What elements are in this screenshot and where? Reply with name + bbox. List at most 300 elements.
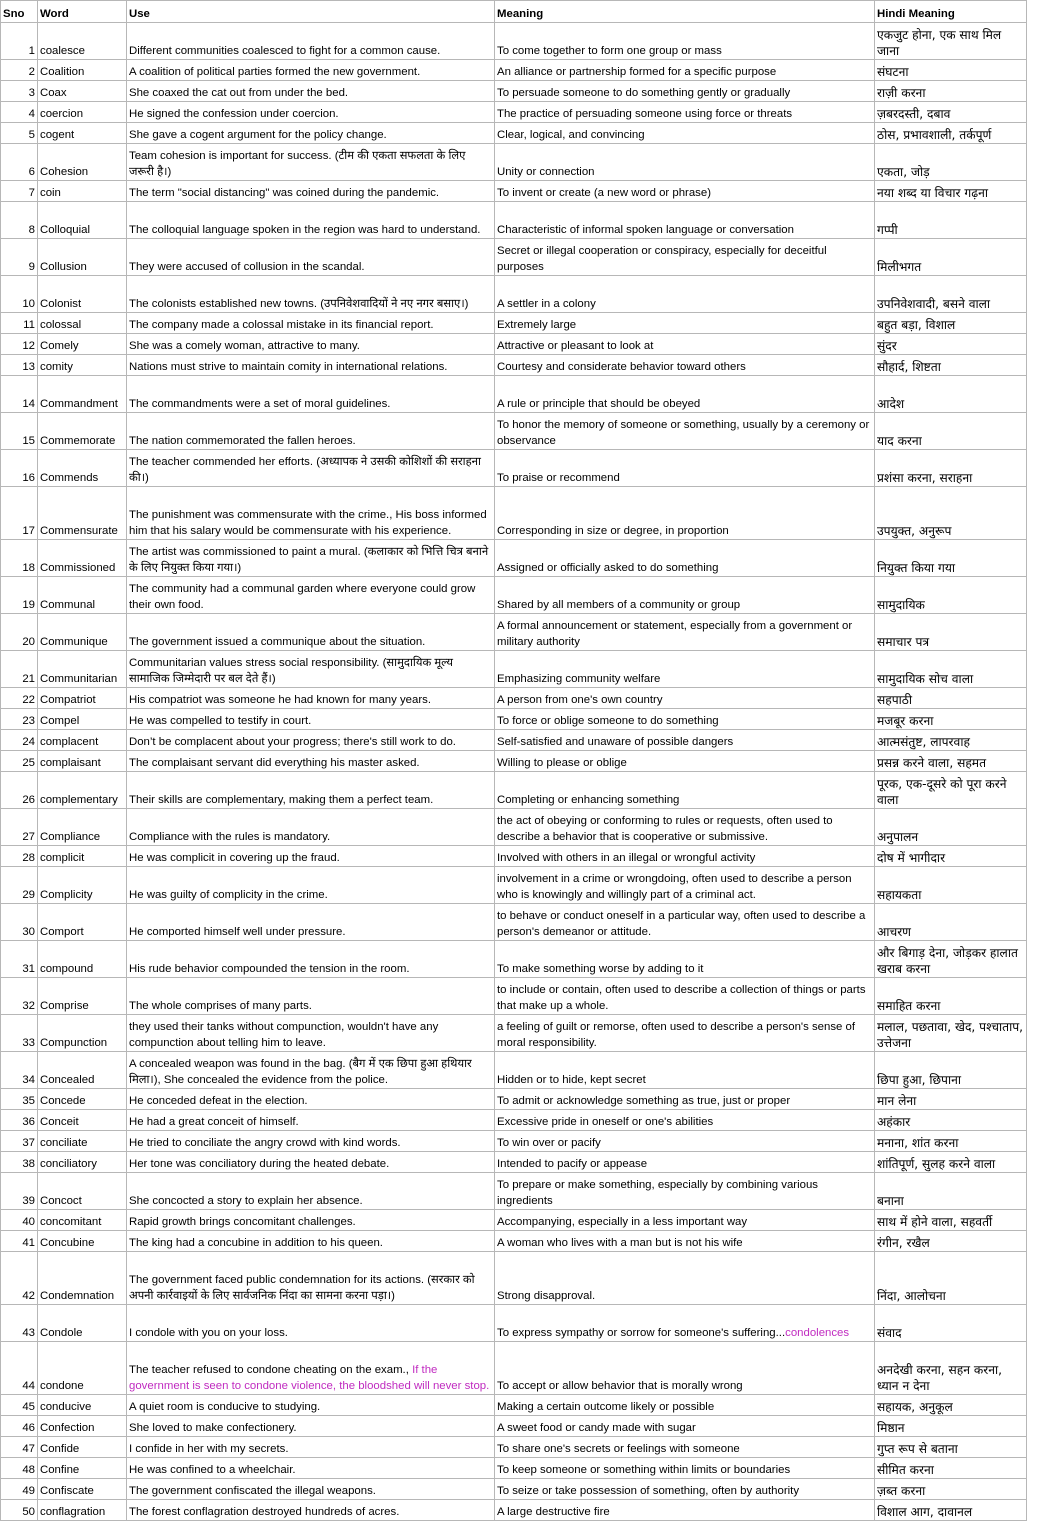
cell-meaning bbox=[495, 60, 875, 81]
cell-meaning bbox=[495, 1458, 875, 1479]
cell-meaning bbox=[495, 102, 875, 123]
cell-meaning-text: To express sympathy or sorrow for someone's suffering... bbox=[497, 1327, 786, 1339]
cell-hindi bbox=[875, 1052, 1027, 1089]
cell-use bbox=[127, 1500, 495, 1521]
cell-meaning-text: Courtesy and considerate behavior toward others bbox=[497, 361, 746, 373]
cell-hindi-text: सामुदायिक सोच वाला bbox=[877, 672, 974, 686]
cell-word-text: Colonist bbox=[40, 298, 82, 310]
cell-sno bbox=[1, 123, 38, 144]
cell-use bbox=[127, 1015, 495, 1052]
cell-meaning-text: Making a certain outcome likely or possible bbox=[497, 1401, 715, 1413]
cell-word-text: complaisant bbox=[40, 757, 101, 769]
table-row bbox=[1, 276, 1027, 313]
table-row bbox=[1, 239, 1027, 276]
cell-word bbox=[38, 60, 127, 81]
cell-word bbox=[38, 376, 127, 413]
cell-sno bbox=[1, 81, 38, 102]
cell-hindi-text: आचरण bbox=[877, 925, 911, 939]
cell-meaning bbox=[495, 1110, 875, 1131]
table-row bbox=[1, 1395, 1027, 1416]
cell-meaning-text: the act of obeying or conforming to rules or requests, often used to describe a behavior that is cooperative or submissive. bbox=[497, 815, 833, 843]
cell-hindi-text: मलाल, पछतावा, खेद, पश्चाताप, उत्तेजना bbox=[877, 1020, 1024, 1050]
cell-word-text: Concoct bbox=[40, 1195, 82, 1207]
table-row bbox=[1, 1458, 1027, 1479]
cell-hindi bbox=[875, 1131, 1027, 1152]
cell-hindi-text: याद करना bbox=[877, 434, 922, 448]
cell-word bbox=[38, 1089, 127, 1110]
cell-meaning bbox=[495, 1395, 875, 1416]
cell-sno-text: 40 bbox=[22, 1216, 35, 1228]
cell-use bbox=[127, 1305, 495, 1342]
cell-hindi-text: अनदेखी करना, सहन करना, ध्यान न देना bbox=[877, 1363, 1003, 1393]
table-row bbox=[1, 1131, 1027, 1152]
header-sno: Sno bbox=[1, 1, 38, 23]
cell-word bbox=[38, 1152, 127, 1173]
cell-meaning-text: A large destructive fire bbox=[497, 1506, 610, 1518]
cell-use bbox=[127, 1395, 495, 1416]
cell-hindi bbox=[875, 487, 1027, 540]
cell-use-text: The king had a concubine in addition to his queen. bbox=[129, 1237, 383, 1249]
cell-sno bbox=[1, 651, 38, 688]
cell-meaning-text: To come together to form one group or mass bbox=[497, 45, 722, 57]
cell-sno-text: 21 bbox=[22, 673, 35, 685]
cell-meaning bbox=[495, 81, 875, 102]
cell-hindi-text: उपनिवेशवादी, बसने वाला bbox=[877, 297, 991, 311]
cell-use bbox=[127, 23, 495, 60]
cell-meaning bbox=[495, 772, 875, 809]
cell-sno-text: 10 bbox=[22, 298, 35, 310]
cell-sno bbox=[1, 239, 38, 276]
cell-use-text: He was guilty of complicity in the crime. bbox=[129, 889, 328, 901]
table-row bbox=[1, 144, 1027, 181]
cell-word bbox=[38, 1458, 127, 1479]
cell-meaning-text: A sweet food or candy made with sugar bbox=[497, 1422, 696, 1434]
cell-meaning bbox=[495, 1437, 875, 1458]
cell-use-text: Team cohesion is important for success. (टीम की एकता सफलता के लिए जरूरी है।) bbox=[129, 150, 466, 178]
cell-hindi-text: संवाद bbox=[877, 1326, 902, 1340]
cell-word-text: Communal bbox=[40, 599, 96, 611]
cell-meaning-text: To admit or acknowledge something as true, just or proper bbox=[497, 1095, 791, 1107]
cell-meaning-text: To seize or take possession of something, often by authority bbox=[497, 1485, 800, 1497]
cell-hindi-text: निंदा, आलोचना bbox=[877, 1289, 946, 1303]
cell-use-text: He comported himself well under pressure. bbox=[129, 926, 346, 938]
cell-hindi-text: बनाना bbox=[877, 1194, 904, 1208]
table-row bbox=[1, 1173, 1027, 1210]
cell-word bbox=[38, 1305, 127, 1342]
cell-sno bbox=[1, 202, 38, 239]
cell-use-text: Communitarian values stress social responsibility. (सामुदायिक मूल्य सामाजिक जिम्मेदारी पर बल देते हैं।) bbox=[129, 657, 453, 685]
cell-sno-text: 27 bbox=[22, 831, 35, 843]
cell-meaning bbox=[495, 1252, 875, 1305]
cell-word-text: complicit bbox=[40, 852, 85, 864]
cell-hindi bbox=[875, 450, 1027, 487]
cell-hindi bbox=[875, 577, 1027, 614]
table-row bbox=[1, 181, 1027, 202]
cell-hindi bbox=[875, 941, 1027, 978]
cell-sno-text: 9 bbox=[28, 261, 35, 273]
cell-word-text: Coax bbox=[40, 87, 67, 99]
cell-meaning bbox=[495, 904, 875, 941]
cell-word bbox=[38, 144, 127, 181]
cell-sno-text: 34 bbox=[22, 1074, 35, 1086]
cell-use-text: The nation commemorated the fallen heroes. bbox=[129, 435, 356, 447]
cell-meaning-text: Clear, logical, and convincing bbox=[497, 129, 645, 141]
cell-word-text: Confide bbox=[40, 1443, 80, 1455]
cell-hindi-text: सहपाठी bbox=[877, 693, 913, 707]
cell-word-text: Commensurate bbox=[40, 525, 118, 537]
cell-sno-text: 32 bbox=[22, 1000, 35, 1012]
cell-hindi bbox=[875, 202, 1027, 239]
table-row bbox=[1, 487, 1027, 540]
cell-meaning bbox=[495, 978, 875, 1015]
cell-use-text: The artist was commissioned to paint a mural. (कलाकार को भित्ति चित्र बनाने के लिए नियुक्त किया गया।) bbox=[129, 546, 489, 574]
cell-sno bbox=[1, 1416, 38, 1437]
cell-sno-text: 17 bbox=[22, 525, 35, 537]
cell-sno bbox=[1, 941, 38, 978]
cell-use bbox=[127, 904, 495, 941]
cell-word bbox=[38, 809, 127, 846]
table-row bbox=[1, 809, 1027, 846]
cell-sno bbox=[1, 1252, 38, 1305]
cell-hindi bbox=[875, 1395, 1027, 1416]
cell-use-text: The colloquial language spoken in the region was hard to understand. bbox=[129, 224, 481, 236]
cell-meaning bbox=[495, 276, 875, 313]
cell-hindi bbox=[875, 123, 1027, 144]
cell-hindi-text: सहायक, अनुकूल bbox=[877, 1400, 953, 1414]
cell-use-text: A quiet room is conducive to studying. bbox=[129, 1401, 321, 1413]
cell-use-text: A coalition of political parties formed the new government. bbox=[129, 66, 421, 78]
header-row bbox=[1, 1, 1027, 23]
table-row bbox=[1, 1342, 1027, 1395]
cell-sno-text: 47 bbox=[22, 1443, 35, 1455]
cell-meaning-text: to behave or conduct oneself in a particular way, often used to describe a person's demeanor or attitude. bbox=[497, 910, 866, 938]
cell-sno bbox=[1, 846, 38, 867]
cell-use bbox=[127, 809, 495, 846]
cell-sno bbox=[1, 60, 38, 81]
table-row bbox=[1, 751, 1027, 772]
cell-word-text: Compliance bbox=[40, 831, 101, 843]
table-row bbox=[1, 709, 1027, 730]
cell-use bbox=[127, 1458, 495, 1479]
cell-sno bbox=[1, 1479, 38, 1500]
cell-word bbox=[38, 651, 127, 688]
cell-word-text: Compel bbox=[40, 715, 80, 727]
cell-meaning bbox=[495, 1210, 875, 1231]
cell-hindi-text: एकजुट होना, एक साथ मिल जाना bbox=[877, 28, 1002, 58]
cell-word-text: Confiscate bbox=[40, 1485, 94, 1497]
cell-meaning-text: Unity or connection bbox=[497, 166, 595, 178]
cell-use-text: The teacher refused to condone cheating on the exam., bbox=[129, 1364, 413, 1376]
cell-use-text: She concocted a story to explain her absence. bbox=[129, 1195, 363, 1207]
cell-sno-text: 49 bbox=[22, 1485, 35, 1497]
cell-sno bbox=[1, 709, 38, 730]
cell-sno-text: 41 bbox=[22, 1237, 35, 1249]
cell-meaning-text: Excessive pride in oneself or one's abilities bbox=[497, 1116, 714, 1128]
cell-hindi-text: राज़ी करना bbox=[877, 86, 926, 100]
cell-word bbox=[38, 709, 127, 730]
cell-hindi bbox=[875, 355, 1027, 376]
cell-meaning-text: A person from one's own country bbox=[497, 694, 663, 706]
cell-meaning bbox=[495, 846, 875, 867]
table-row bbox=[1, 413, 1027, 450]
cell-sno bbox=[1, 1173, 38, 1210]
cell-word bbox=[38, 123, 127, 144]
cell-use bbox=[127, 651, 495, 688]
cell-use bbox=[127, 487, 495, 540]
cell-word-text: complementary bbox=[40, 794, 118, 806]
cell-use bbox=[127, 1173, 495, 1210]
table-row bbox=[1, 904, 1027, 941]
cell-meaning-text: To make something worse by adding to it bbox=[497, 963, 704, 975]
table-row bbox=[1, 1479, 1027, 1500]
cell-use bbox=[127, 376, 495, 413]
cell-sno bbox=[1, 1015, 38, 1052]
cell-hindi-text: अहंकार bbox=[877, 1115, 911, 1129]
cell-use-text: Her tone was conciliatory during the heated debate. bbox=[129, 1158, 390, 1170]
table-row bbox=[1, 1416, 1027, 1437]
cell-use bbox=[127, 1152, 495, 1173]
cell-word bbox=[38, 450, 127, 487]
table-row bbox=[1, 60, 1027, 81]
cell-hindi-text: छिपा हुआ, छिपाना bbox=[877, 1073, 962, 1087]
cell-sno bbox=[1, 867, 38, 904]
cell-sno bbox=[1, 1500, 38, 1521]
cell-use-text: He was confined to a wheelchair. bbox=[129, 1464, 296, 1476]
cell-use bbox=[127, 202, 495, 239]
cell-meaning bbox=[495, 413, 875, 450]
cell-hindi-text: प्रशंसा करना, सराहना bbox=[877, 471, 973, 485]
cell-meaning bbox=[495, 1052, 875, 1089]
cell-hindi bbox=[875, 772, 1027, 809]
cell-use bbox=[127, 181, 495, 202]
cell-hindi bbox=[875, 809, 1027, 846]
cell-meaning-text: Strong disapproval. bbox=[497, 1290, 596, 1302]
cell-meaning bbox=[495, 355, 875, 376]
cell-meaning-text: Extremely large bbox=[497, 319, 577, 331]
cell-use bbox=[127, 102, 495, 123]
cell-meaning-text: To praise or recommend bbox=[497, 472, 620, 484]
table-row bbox=[1, 1110, 1027, 1131]
cell-sno bbox=[1, 614, 38, 651]
cell-hindi-text: ठोस, प्रभावशाली, तर्कपूर्ण bbox=[877, 128, 992, 142]
cell-sno bbox=[1, 144, 38, 181]
cell-use bbox=[127, 846, 495, 867]
cell-word-text: Comprise bbox=[40, 1000, 89, 1012]
cell-hindi bbox=[875, 1231, 1027, 1252]
cell-meaning bbox=[495, 577, 875, 614]
cell-sno-text: 19 bbox=[22, 599, 35, 611]
cell-hindi bbox=[875, 904, 1027, 941]
cell-hindi-text: एकता, जोड़ bbox=[877, 165, 930, 179]
cell-hindi-text: मिष्ठान bbox=[877, 1421, 905, 1435]
cell-sno bbox=[1, 313, 38, 334]
cell-use-text: The complaisant servant did everything his master asked. bbox=[129, 757, 420, 769]
cell-sno bbox=[1, 355, 38, 376]
cell-hindi-text: गुप्त रूप से बताना bbox=[877, 1442, 958, 1456]
cell-use-text: Don’t be complacent about your progress; there's still work to do. bbox=[129, 736, 456, 748]
cell-meaning-text: Attractive or pleasant to look at bbox=[497, 340, 654, 352]
table-row bbox=[1, 651, 1027, 688]
cell-hindi bbox=[875, 846, 1027, 867]
cell-word-text: conciliate bbox=[40, 1137, 88, 1149]
cell-sno-text: 50 bbox=[22, 1506, 35, 1518]
cell-sno bbox=[1, 276, 38, 313]
cell-word-text: Colloquial bbox=[40, 224, 91, 236]
cell-word bbox=[38, 23, 127, 60]
cell-use-text: The community had a communal garden where everyone could grow their own food. bbox=[129, 583, 476, 611]
cell-hindi-text: और बिगाड़ देना, जोड़कर हालात खराब करना bbox=[877, 946, 1018, 976]
cell-meaning bbox=[495, 941, 875, 978]
cell-word bbox=[38, 487, 127, 540]
cell-meaning bbox=[495, 1173, 875, 1210]
cell-hindi bbox=[875, 751, 1027, 772]
cell-word bbox=[38, 81, 127, 102]
cell-word bbox=[38, 577, 127, 614]
cell-hindi-text: समाहित करना bbox=[877, 999, 941, 1013]
cell-meaning-text: a feeling of guilt or remorse, often used to describe a person's sense of moral responsibility. bbox=[497, 1021, 856, 1049]
cell-hindi bbox=[875, 144, 1027, 181]
cell-word bbox=[38, 904, 127, 941]
cell-hindi-text: प्रसन्न करने वाला, सहमत bbox=[877, 756, 987, 770]
cell-hindi bbox=[875, 181, 1027, 202]
cell-sno bbox=[1, 1395, 38, 1416]
table-row bbox=[1, 450, 1027, 487]
cell-use bbox=[127, 81, 495, 102]
cell-word bbox=[38, 941, 127, 978]
cell-use-text: Their skills are complementary, making them a perfect team. bbox=[129, 794, 434, 806]
cell-meaning bbox=[495, 313, 875, 334]
table-row bbox=[1, 123, 1027, 144]
cell-sno bbox=[1, 376, 38, 413]
cell-use bbox=[127, 540, 495, 577]
cell-word bbox=[38, 540, 127, 577]
table-row bbox=[1, 334, 1027, 355]
cell-use-text: Different communities coalesced to fight for a common cause. bbox=[129, 45, 441, 57]
cell-word-text: conciliatory bbox=[40, 1158, 97, 1170]
cell-sno bbox=[1, 1131, 38, 1152]
cell-hindi bbox=[875, 978, 1027, 1015]
cell-word-text: Compatriot bbox=[40, 694, 96, 706]
cell-sno bbox=[1, 809, 38, 846]
cell-use-text: His rude behavior compounded the tension in the room. bbox=[129, 963, 410, 975]
cell-word bbox=[38, 413, 127, 450]
table-row bbox=[1, 81, 1027, 102]
cell-use bbox=[127, 450, 495, 487]
cell-use-text: He was compelled to testify in court. bbox=[129, 715, 312, 727]
cell-word-text: compound bbox=[40, 963, 94, 975]
cell-sno-text: 1 bbox=[28, 45, 35, 57]
cell-meaning-text: Willing to please or oblige bbox=[497, 757, 627, 769]
cell-hindi bbox=[875, 1305, 1027, 1342]
cell-word bbox=[38, 688, 127, 709]
cell-sno bbox=[1, 904, 38, 941]
cell-hindi bbox=[875, 1416, 1027, 1437]
cell-word-text: coin bbox=[40, 187, 61, 199]
cell-hindi bbox=[875, 376, 1027, 413]
cell-word bbox=[38, 102, 127, 123]
cell-word bbox=[38, 276, 127, 313]
cell-word-text: conflagration bbox=[40, 1506, 106, 1518]
cell-use-text: He had a great conceit of himself. bbox=[129, 1116, 299, 1128]
cell-hindi bbox=[875, 334, 1027, 355]
table-row bbox=[1, 202, 1027, 239]
cell-word-text: Concubine bbox=[40, 1237, 95, 1249]
cell-word-text: colossal bbox=[40, 319, 82, 331]
cell-sno bbox=[1, 1458, 38, 1479]
cell-sno-text: 2 bbox=[28, 66, 35, 78]
cell-hindi-text: सामुदायिक bbox=[877, 598, 925, 612]
cell-meaning-text: A rule or principle that should be obeyed bbox=[497, 398, 701, 410]
cell-meaning bbox=[495, 239, 875, 276]
cell-meaning-text: To win over or pacify bbox=[497, 1137, 601, 1149]
cell-meaning bbox=[495, 1479, 875, 1500]
cell-sno-text: 13 bbox=[22, 361, 35, 373]
header-use: Use bbox=[127, 1, 495, 23]
cell-word bbox=[38, 239, 127, 276]
cell-hindi bbox=[875, 1437, 1027, 1458]
cell-sno bbox=[1, 540, 38, 577]
cell-meaning-text: A formal announcement or statement, especially from a government or military authority bbox=[497, 620, 853, 648]
cell-sno-text: 38 bbox=[22, 1158, 35, 1170]
cell-word bbox=[38, 846, 127, 867]
cell-hindi-text: मनाना, शांत करना bbox=[877, 1136, 959, 1150]
header-hindi-meaning: Hindi Meaning bbox=[875, 1, 1027, 23]
cell-sno bbox=[1, 577, 38, 614]
cell-use-text: He was complicit in covering up the fraud. bbox=[129, 852, 340, 864]
table-row bbox=[1, 1152, 1027, 1173]
cell-word bbox=[38, 313, 127, 334]
cell-use-text: The government faced public condemnation for its actions. (सरकार को अपनी कार्रवाइयों के लिए सार्वजनिक निंदा का सामना करना पड़ा।) bbox=[129, 1274, 475, 1302]
cell-use bbox=[127, 1131, 495, 1152]
cell-word-text: concomitant bbox=[40, 1216, 102, 1228]
cell-meaning bbox=[495, 1152, 875, 1173]
cell-word-text: Communitarian bbox=[40, 673, 118, 685]
cell-sno-text: 4 bbox=[28, 108, 35, 120]
cell-meaning-text: to include or contain, often used to describe a collection of things or parts that make up a whole. bbox=[497, 984, 866, 1012]
table-row bbox=[1, 1231, 1027, 1252]
cell-meaning bbox=[495, 376, 875, 413]
cell-meaning bbox=[495, 1500, 875, 1521]
cell-word-text: Confection bbox=[40, 1422, 95, 1434]
cell-hindi bbox=[875, 81, 1027, 102]
cell-hindi bbox=[875, 1015, 1027, 1052]
cell-hindi bbox=[875, 730, 1027, 751]
table-row bbox=[1, 772, 1027, 809]
cell-word-text: Complicity bbox=[40, 889, 93, 901]
table-row bbox=[1, 376, 1027, 413]
cell-meaning bbox=[495, 123, 875, 144]
cell-hindi-text: मान लेना bbox=[877, 1094, 917, 1108]
cell-meaning bbox=[495, 181, 875, 202]
cell-word-text: Commends bbox=[40, 472, 99, 484]
cell-sno bbox=[1, 1052, 38, 1089]
cell-hindi bbox=[875, 651, 1027, 688]
cell-use bbox=[127, 688, 495, 709]
cell-hindi-text: आत्मसंतुष्ट, लापरवाह bbox=[877, 735, 970, 749]
header-word: Word bbox=[38, 1, 127, 23]
table-row bbox=[1, 867, 1027, 904]
table-row bbox=[1, 577, 1027, 614]
table-row bbox=[1, 1252, 1027, 1305]
table-row bbox=[1, 1500, 1027, 1521]
cell-hindi bbox=[875, 276, 1027, 313]
cell-sno-text: 3 bbox=[28, 87, 35, 99]
cell-meaning-text: Assigned or officially asked to do something bbox=[497, 562, 719, 574]
cell-sno bbox=[1, 1089, 38, 1110]
cell-meaning-text: Shared by all members of a community or group bbox=[497, 599, 741, 611]
cell-use-text: She was a comely woman, attractive to many. bbox=[129, 340, 360, 352]
cell-use-text: She coaxed the cat out from under the bed. bbox=[129, 87, 349, 99]
